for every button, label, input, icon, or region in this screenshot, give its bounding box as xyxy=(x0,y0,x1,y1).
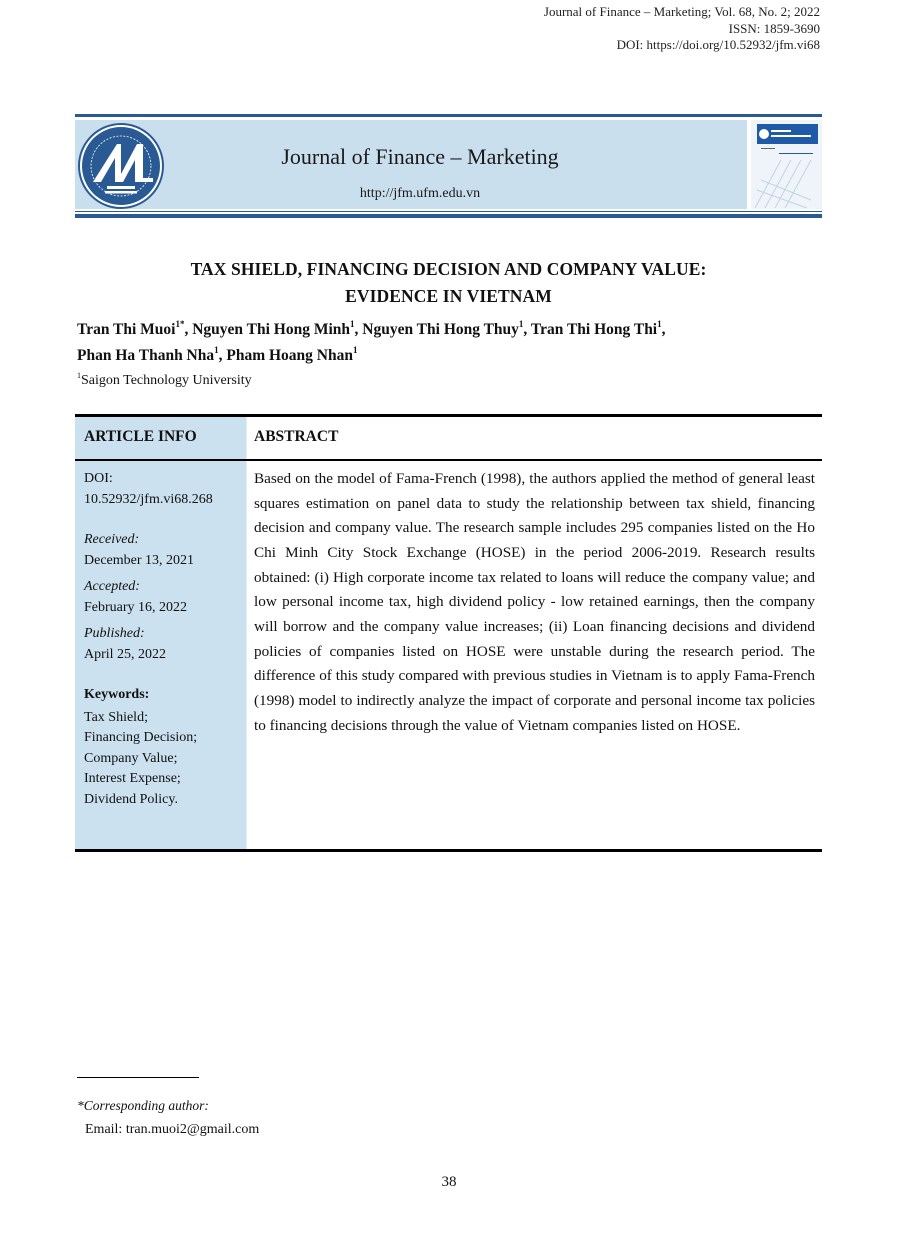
journal-issn: ISSN: 1859-3690 xyxy=(728,20,820,36)
keyword-item: Financing Decision; xyxy=(84,730,198,745)
author-mark: 1 xyxy=(350,319,355,329)
column-divider xyxy=(246,417,247,849)
received-date: December 13, 2021 xyxy=(84,552,195,568)
table-top-rule xyxy=(75,414,822,417)
author-mark: 1 xyxy=(353,345,358,355)
paper-title-line-2: EVIDENCE IN VIETNAM xyxy=(345,286,552,306)
spacer xyxy=(84,665,244,685)
journal-citation-block xyxy=(544,4,820,54)
author-line-1: Tran Thi Muoi$^{1*}$, Nguyen Thi Hong Minh$^1$, Nguyen Thi Hong Thuy$^1$, Tran Thi Hong Thi$^1$, xyxy=(77,319,666,338)
table-header-rule xyxy=(75,459,822,461)
banner-top-rule xyxy=(75,114,822,117)
keywords-label: Keywords: xyxy=(84,687,150,702)
abstract-heading: ABSTRACT xyxy=(254,428,339,445)
article-info-heading: ARTICLE INFO xyxy=(84,428,197,445)
accepted-date: February 16, 2022 xyxy=(84,599,188,615)
author-line-2: Phan Ha Thanh Nha$^1$, Pham Hoang Nhan$^1$ xyxy=(77,345,358,364)
author-mark: 1 xyxy=(518,319,524,329)
banner-journal-name: Journal of Finance – Marketing xyxy=(281,144,559,169)
author-mark: 1* xyxy=(175,319,185,329)
author-name: Pham Hoang Nhan xyxy=(226,347,353,364)
author-name: Nguyen Thi Hong Minh xyxy=(192,321,351,338)
article-metadata xyxy=(84,469,244,810)
doi-value[interactable]: 10.52932/jfm.vi68.268 xyxy=(84,491,213,507)
author-name: Nguyen Thi Hong Thuy xyxy=(362,321,519,338)
ufm-m-logo-icon xyxy=(77,122,165,210)
accepted-label: Accepted: xyxy=(84,579,140,594)
affiliation-name: Saigon Technology University xyxy=(81,373,252,388)
corresponding-author-email[interactable]: Email: tran.muoi2@gmail.com xyxy=(85,1122,260,1137)
published-label: Published: xyxy=(84,626,145,641)
abstract-text: Based on the model of Fama-French (1998), the authors applied the method of general least squares estimation on panel data to study the relationship between tax shield, financing decision and company value. The research sample includes 295 companies listed on the Ho Chi Minh City Stock Exchange (HOSE) in the period 2006-2019. Research results obtained: (i) High corporate income tax related to loans will reduce the company value; and low personal income tax, high dividend policy - low retained earnings, then the company will borrow and the company value increases; (ii) Loan financing decisions and dividend policies of companies listed on HOSE were unstable during the research period. The difference of this study compared with previous studies in Vietnam is to apply Fama-French (1998) model to indirectly analyze the impact of corporate and personal income tax policies to financing decisions through the value of Vietnam companies listed on HOSE. xyxy=(254,470,815,734)
author-name: Tran Thi Muoi xyxy=(77,321,176,338)
author-mark: 1 xyxy=(214,345,219,355)
keyword-item: Dividend Policy. xyxy=(84,791,178,807)
author-list xyxy=(77,317,837,369)
table-bottom-rule xyxy=(75,849,822,852)
banner-journal-url[interactable]: http://jfm.ufm.edu.vn xyxy=(359,186,481,201)
journal-cover-thumbnail-icon xyxy=(751,120,822,209)
footnote-rule xyxy=(77,1077,199,1078)
doi-label: DOI: xyxy=(84,471,113,486)
keyword-item: Company Value; xyxy=(84,750,178,766)
affiliation-mark: 1 xyxy=(77,371,81,380)
author-name: Tran Thi Hong Thi xyxy=(530,321,658,338)
banner-bottom-rule-thin xyxy=(75,211,822,212)
author-name: Phan Ha Thanh Nha xyxy=(77,347,215,364)
page-number: 38 xyxy=(441,1174,457,1190)
corresponding-author-label: *Corresponding author: xyxy=(77,1098,209,1113)
journal-citation: Journal of Finance – Marketing; Vol. 68, No. 2; 2022 xyxy=(543,4,820,19)
keyword-item: Tax Shield; xyxy=(84,709,148,725)
author-mark: 1 xyxy=(657,319,662,329)
published-date: April 25, 2022 xyxy=(84,646,167,662)
keyword-item: Interest Expense; xyxy=(84,771,181,786)
journal-doi: DOI: https://doi.org/10.52932/jfm.vi68 xyxy=(616,37,820,52)
article-info-table xyxy=(75,414,822,853)
received-label: Received: xyxy=(84,532,140,547)
banner-bottom-rule-thick xyxy=(75,214,822,218)
spacer xyxy=(84,510,244,530)
affiliation xyxy=(77,372,252,390)
journal-banner xyxy=(75,114,822,218)
paper-title xyxy=(75,256,822,310)
paper-title-line-1: TAX SHIELD, FINANCING DECISION AND COMPANY VALUE: xyxy=(190,259,707,279)
